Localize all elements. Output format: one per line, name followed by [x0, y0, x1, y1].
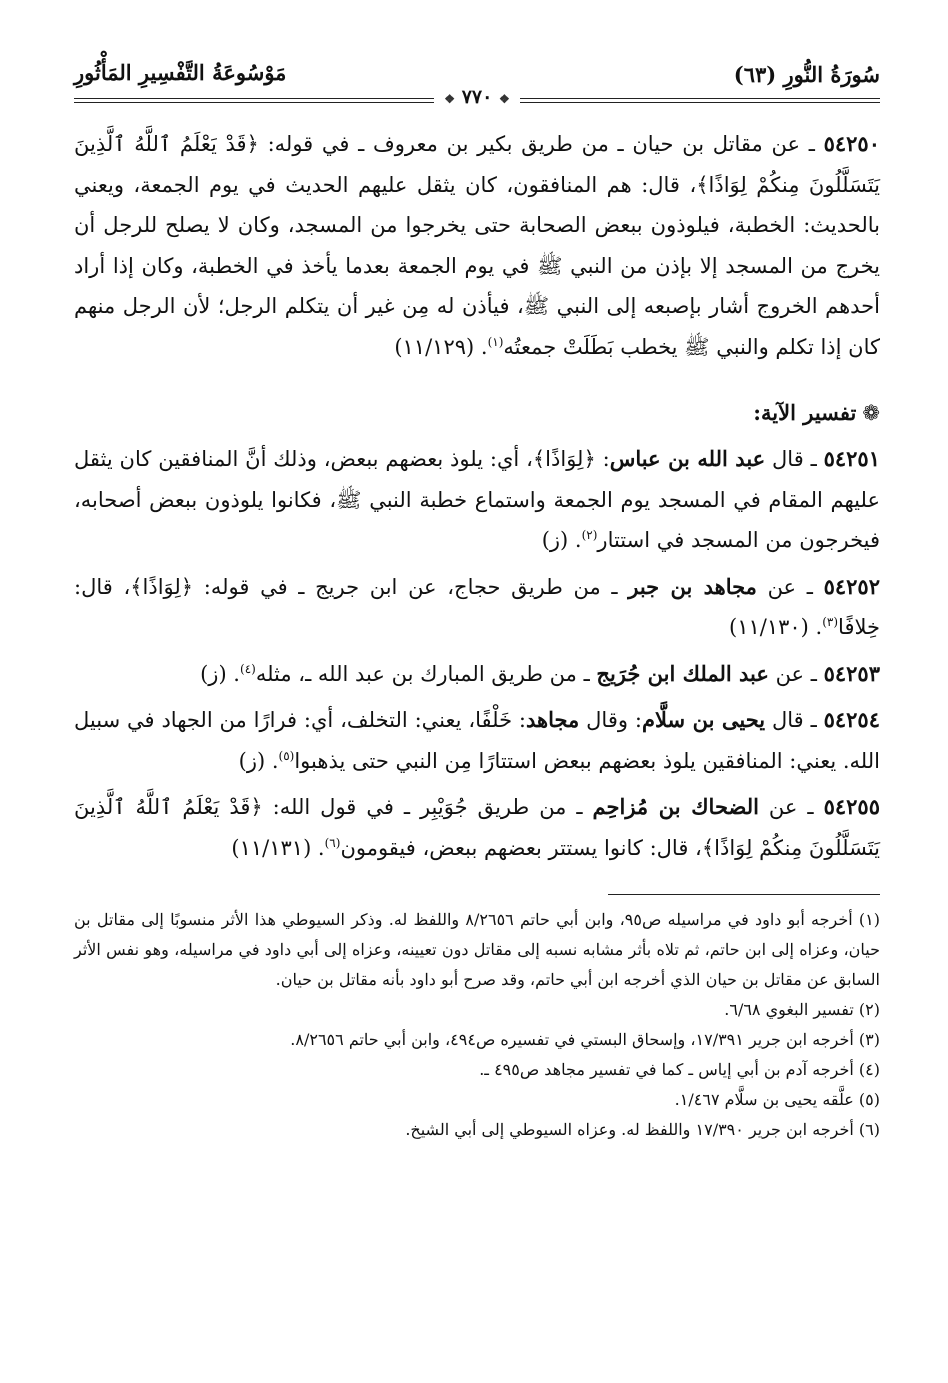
narration-54255: ٥٤٢٥٥ ـ عن الضحاك بن مُزاحِم ـ من طريق جُوَيْبِر ـ في قول الله: ﴿قَدْ يَعْلَمُ ٱللَّهُ ٱلَّذِينَ يَتَسَلَّلُونَ مِنكُمْ لِوَاذًا﴾، قال: كانوا يستتر بعضهم ببعض، فيقومون$^{(٦)}$. (١١/١٣١): [74, 794, 880, 860]
encyclopedia-title: مَوْسُوعَةُ التَّفْسِيرِ المَأْثُورِ: [74, 60, 287, 85]
footnote-ref: (٤): [240, 661, 256, 676]
ornament-icon: ❖: [498, 92, 510, 106]
footnote-4: (٤) أخرجه آدم بن أبي إياس ـ كما في تفسير مجاهد ص٤٩٥ ـ.: [479, 1060, 880, 1079]
footnotes: [74, 905, 880, 1145]
footnote-6: (٦) أخرجه ابن جرير ١٧/٣٩٠ واللفظ له. وعزاه السيوطي إلى أبي الشيخ.: [405, 1120, 880, 1139]
narrator-name: مجاهد: [526, 707, 580, 732]
footnote-ref: (٢): [581, 528, 598, 542]
footnote-separator: [608, 894, 880, 895]
quran-quote: ﴿لِوَاذًا﴾: [532, 447, 596, 471]
footnote-1: (١) أخرجه أبو داود في مراسيله ص٩٥، وابن أبي حاتم ٨/٢٦٥٦ واللفظ له. وذكر السيوطي هذا الأثر منسوبًا إلى مقاتل بن حيان، وعزاه إلى ابن حاتم، ثم تلاه بأثر مشابه نسبه إلى مقاتل دون تعيينه، وعزاه إلى أبي داود في مراسيله، وهو نفس الأثر السابق عن مقاتل بن حيان الذي أخرجه ابن أبي حاتم، وقد صرح أبو داود بأنه مقاتل بن حيان.: [74, 910, 880, 989]
narration-54251: ٥٤٢٥١ ـ قال عبد الله بن عباس: ﴿لِوَاذًا﴾، أي: يلوذ بعضهم ببعض، وذلك أنَّ المنافقين كان يثقل عليهم المقام في المسجد يوم الجمعة واستماع خطبة النبي ﷺ، فكانوا يلوذون ببعض أصحابه، فيخرجون من المسجد في استتار$^{(٢)}$. (ز): [74, 446, 880, 552]
narration-number: ٥٤٢٥٣: [823, 660, 880, 686]
section-title: ❁تفسير الآية:: [753, 400, 880, 425]
footnote-3: (٣) أخرجه ابن جرير ١٧/٣٩١، وإسحاق البستي في تفسيره ص٤٩٤، وابن أبي حاتم ٨/٢٦٥٦.: [290, 1030, 880, 1049]
footnote-ref: (١): [487, 334, 504, 349]
footnote-ref: (٣): [822, 615, 839, 629]
narration-number: ٥٤٢٥٤: [823, 707, 880, 732]
footnote-2: (٢) تفسير البغوي ٦/٦٨.: [724, 1000, 880, 1019]
narrator-name: عبد الله بن عباس: [609, 446, 766, 471]
page-number: ٧٧٠: [461, 86, 493, 108]
flower-ornament-icon: ❁: [862, 401, 880, 425]
narration-number: ٥٤٢٥٠: [823, 131, 880, 156]
narration-number: ٥٤٢٥١: [823, 446, 880, 471]
footnote-ref: (٥): [278, 748, 295, 763]
quran-quote: ﴿لِوَاذًا﴾: [130, 574, 194, 599]
narration-number: ٥٤٢٥٥: [823, 794, 880, 819]
narration-54253: ٥٤٢٥٣ ـ عن عبد الملك ابن جُرَيج ـ من طريق المبارك بن عبد الله ـ، مثله$^{(٤)}$. (ز): [200, 660, 880, 686]
narrator-name: الضحاك بن مُزاحِم: [592, 794, 759, 819]
narrator-name: مجاهد بن جبر: [628, 573, 757, 599]
footnote-5: (٥) علَّقه يحيى بن سلَّام ١/٤٦٧.: [674, 1090, 880, 1109]
narration-54250: ٥٤٢٥٠ ـ عن مقاتل بن حيان ـ من طريق بكير بن معروف ـ في قوله: ﴿قَدْ يَعْلَمُ ٱللَّهُ ٱلَّذِينَ يَتَسَلَّلُونَ مِنكُمْ لِوَاذًا﴾، قال: هم المنافقون، كان يثقل عليهم الحديث في يوم الجمعة، ويعني بالحديث: الخطبة، فيلوذون ببعض الصحابة حتى يخرجوا من المسجد، وكان لا يصلح للرجل أن يخرج من المسجد إلا بإذن من النبي ﷺ في يوم الجمعة بعدما يأخذ في الخطبة، وكان إذا أراد أحدهم الخروج أشار بإصبعه إلى النبي ﷺ، فيأذن له مِن غير أن يتكلم الرجل؛ لأن الرجل منهم كان إذا تكلم والنبي ﷺ يخطب بَطَلَتْ جمعتُه$^{(١)}$. (١١/١٢٩): [74, 131, 881, 359]
narration-54252: ٥٤٢٥٢ ـ عن مجاهد بن جبر ـ من طريق حجاج، عن ابن جريج ـ في قوله: ﴿لِوَاذًا﴾، قال: خِلافًا$^{(٣)}$. (١١/١٣٠): [74, 573, 880, 639]
narrator-name: عبد الملك ابن جُرَيج: [596, 660, 769, 686]
surah-title: سُورَةُ النُّورِ (٦٣): [733, 62, 880, 87]
ornament-icon: ❖: [444, 92, 456, 106]
narration-54254: ٥٤٢٥٤ ـ قال يحيى بن سلَّام: وقال مجاهد: خَلْفًا، يعني: التخلف، أي: فرارًا من الجهاد في سبيل الله. يعني: المنافقين يلوذ بعضهم ببعض استتارًا مِن النبي حتى يذهبوا$^{(٥)}$. (ز): [74, 707, 880, 773]
quran-quote: ﴿قَدْ يَعْلَمُ ٱللَّهُ ٱلَّذِينَ يَتَسَلَّلُونَ مِنكُمْ لِوَاذًا﴾: [74, 795, 880, 860]
running-header: [74, 52, 880, 110]
narration-number: ٥٤٢٥٢: [823, 573, 880, 599]
narrator-name: يحيى بن سلَّام: [641, 707, 766, 732]
footnote-ref: (٦): [324, 835, 341, 850]
book-page: [74, 52, 880, 1145]
quran-quote: ﴿قَدْ يَعْلَمُ ٱللَّهُ ٱلَّذِينَ يَتَسَلَّلُونَ مِنكُمْ لِوَاذًا﴾: [74, 132, 881, 197]
